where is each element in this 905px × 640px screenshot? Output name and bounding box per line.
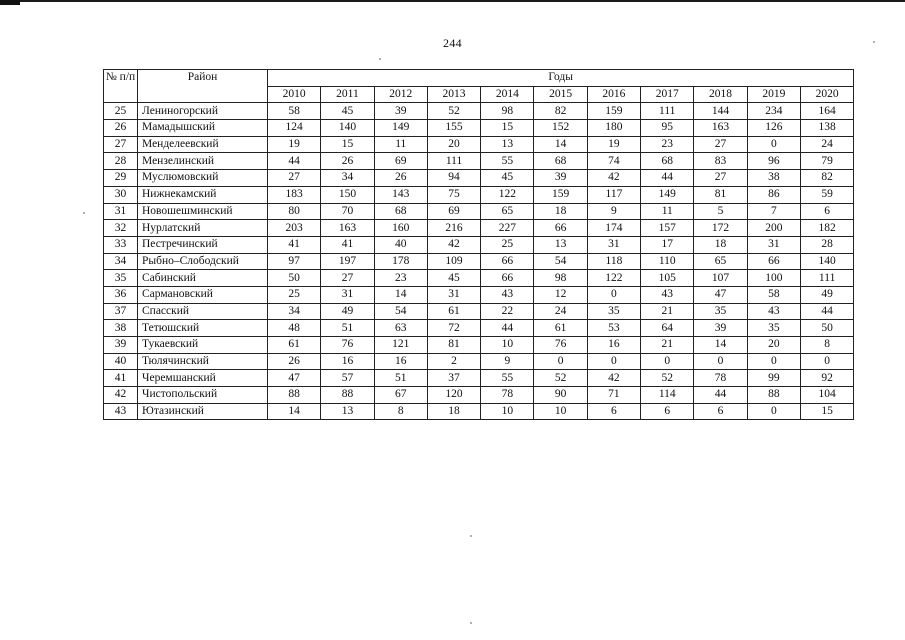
- header-district: Район: [138, 70, 268, 103]
- value-cell: 24: [534, 303, 587, 320]
- value-cell: 159: [587, 103, 640, 120]
- value-cell: 50: [268, 270, 321, 287]
- value-cell: 44: [481, 320, 534, 337]
- value-cell: 17: [641, 236, 694, 253]
- value-cell: 31: [321, 286, 374, 303]
- value-cell: 0: [587, 353, 640, 370]
- row-number: 33: [104, 236, 138, 253]
- value-cell: 0: [747, 353, 800, 370]
- value-cell: 67: [374, 387, 427, 404]
- value-cell: 16: [587, 337, 640, 354]
- table-row: [104, 337, 854, 354]
- header-year: 2010: [268, 86, 321, 103]
- value-cell: 88: [321, 387, 374, 404]
- value-cell: 78: [481, 387, 534, 404]
- value-cell: 79: [800, 153, 853, 170]
- header-year: 2014: [481, 86, 534, 103]
- value-cell: 15: [800, 403, 853, 420]
- value-cell: 43: [747, 303, 800, 320]
- value-cell: 86: [747, 186, 800, 203]
- value-cell: 49: [800, 286, 853, 303]
- value-cell: 69: [427, 203, 480, 220]
- value-cell: 14: [694, 337, 747, 354]
- value-cell: 216: [427, 220, 480, 237]
- value-cell: 27: [268, 170, 321, 187]
- value-cell: 81: [694, 186, 747, 203]
- row-number: 32: [104, 220, 138, 237]
- district-name: Сабинский: [138, 270, 268, 287]
- value-cell: 28: [800, 236, 853, 253]
- value-cell: 99: [747, 370, 800, 387]
- row-number: 43: [104, 403, 138, 420]
- header-year: 2011: [321, 86, 374, 103]
- scan-speck: [470, 622, 472, 624]
- value-cell: 45: [481, 170, 534, 187]
- value-cell: 121: [374, 337, 427, 354]
- district-name: Менделеевский: [138, 136, 268, 153]
- value-cell: 14: [374, 286, 427, 303]
- value-cell: 159: [534, 186, 587, 203]
- value-cell: 68: [641, 153, 694, 170]
- value-cell: 42: [427, 236, 480, 253]
- value-cell: 6: [694, 403, 747, 420]
- table-row: [104, 320, 854, 337]
- value-cell: 126: [747, 120, 800, 137]
- value-cell: 75: [427, 186, 480, 203]
- value-cell: 160: [374, 220, 427, 237]
- value-cell: 144: [694, 103, 747, 120]
- value-cell: 68: [374, 203, 427, 220]
- value-cell: 26: [374, 170, 427, 187]
- value-cell: 26: [268, 353, 321, 370]
- value-cell: 82: [534, 103, 587, 120]
- table-row: [104, 153, 854, 170]
- value-cell: 49: [321, 303, 374, 320]
- value-cell: 45: [427, 270, 480, 287]
- value-cell: 12: [534, 286, 587, 303]
- value-cell: 20: [747, 337, 800, 354]
- table-row: [104, 220, 854, 237]
- value-cell: 117: [587, 186, 640, 203]
- value-cell: 0: [747, 403, 800, 420]
- value-cell: 15: [321, 136, 374, 153]
- value-cell: 5: [694, 203, 747, 220]
- value-cell: 10: [481, 403, 534, 420]
- value-cell: 61: [268, 337, 321, 354]
- value-cell: 22: [481, 303, 534, 320]
- value-cell: 98: [481, 103, 534, 120]
- table-row: [104, 403, 854, 420]
- row-number: 34: [104, 253, 138, 270]
- scan-corner-mark: [0, 0, 20, 5]
- header-year: 2019: [747, 86, 800, 103]
- value-cell: 15: [481, 120, 534, 137]
- value-cell: 47: [268, 370, 321, 387]
- district-name: Муслюмовский: [138, 170, 268, 187]
- value-cell: 140: [321, 120, 374, 137]
- value-cell: 203: [268, 220, 321, 237]
- value-cell: 54: [374, 303, 427, 320]
- row-number: 35: [104, 270, 138, 287]
- district-name: Мензелинский: [138, 153, 268, 170]
- value-cell: 34: [268, 303, 321, 320]
- table-row: [104, 253, 854, 270]
- value-cell: 59: [800, 186, 853, 203]
- value-cell: 16: [321, 353, 374, 370]
- value-cell: 82: [800, 170, 853, 187]
- value-cell: 11: [641, 203, 694, 220]
- value-cell: 43: [481, 286, 534, 303]
- table-row: [104, 286, 854, 303]
- value-cell: 39: [694, 320, 747, 337]
- value-cell: 66: [481, 270, 534, 287]
- value-cell: 18: [427, 403, 480, 420]
- value-cell: 110: [641, 253, 694, 270]
- value-cell: 107: [694, 270, 747, 287]
- scan-speck: [470, 535, 472, 537]
- value-cell: 83: [694, 153, 747, 170]
- value-cell: 111: [641, 103, 694, 120]
- page-number: 244: [443, 36, 462, 50]
- value-cell: 53: [587, 320, 640, 337]
- value-cell: 100: [747, 270, 800, 287]
- value-cell: 18: [534, 203, 587, 220]
- row-number: 36: [104, 286, 138, 303]
- header-year: 2017: [641, 86, 694, 103]
- value-cell: 35: [747, 320, 800, 337]
- value-cell: 45: [321, 103, 374, 120]
- value-cell: 65: [481, 203, 534, 220]
- value-cell: 20: [427, 136, 480, 153]
- value-cell: 182: [800, 220, 853, 237]
- value-cell: 0: [747, 136, 800, 153]
- row-number: 25: [104, 103, 138, 120]
- value-cell: 31: [587, 236, 640, 253]
- value-cell: 14: [534, 136, 587, 153]
- value-cell: 178: [374, 253, 427, 270]
- value-cell: 118: [587, 253, 640, 270]
- value-cell: 57: [321, 370, 374, 387]
- value-cell: 21: [641, 337, 694, 354]
- table-row: [104, 136, 854, 153]
- value-cell: 35: [694, 303, 747, 320]
- table-row: [104, 303, 854, 320]
- district-yearly-table: [103, 69, 854, 420]
- value-cell: 25: [481, 236, 534, 253]
- value-cell: 8: [374, 403, 427, 420]
- row-number: 30: [104, 186, 138, 203]
- value-cell: 54: [534, 253, 587, 270]
- value-cell: 38: [747, 170, 800, 187]
- value-cell: 55: [481, 153, 534, 170]
- value-cell: 149: [374, 120, 427, 137]
- value-cell: 234: [747, 103, 800, 120]
- value-cell: 174: [587, 220, 640, 237]
- value-cell: 143: [374, 186, 427, 203]
- value-cell: 9: [587, 203, 640, 220]
- value-cell: 14: [268, 403, 321, 420]
- value-cell: 51: [374, 370, 427, 387]
- header-year: 2020: [800, 86, 853, 103]
- district-name: Черемшанский: [138, 370, 268, 387]
- value-cell: 41: [321, 236, 374, 253]
- value-cell: 6: [587, 403, 640, 420]
- district-name: Мамадышский: [138, 120, 268, 137]
- row-number: 38: [104, 320, 138, 337]
- scan-speck: [379, 58, 381, 60]
- district-name: Ютазинский: [138, 403, 268, 420]
- value-cell: 55: [481, 370, 534, 387]
- value-cell: 90: [534, 387, 587, 404]
- value-cell: 76: [321, 337, 374, 354]
- value-cell: 97: [268, 253, 321, 270]
- row-number: 42: [104, 387, 138, 404]
- value-cell: 76: [534, 337, 587, 354]
- header-num: № п/п: [104, 70, 138, 103]
- row-number: 40: [104, 353, 138, 370]
- district-name: Спасский: [138, 303, 268, 320]
- value-cell: 183: [268, 186, 321, 203]
- value-cell: 140: [800, 253, 853, 270]
- value-cell: 31: [427, 286, 480, 303]
- value-cell: 197: [321, 253, 374, 270]
- value-cell: 68: [534, 153, 587, 170]
- value-cell: 164: [800, 103, 853, 120]
- value-cell: 18: [694, 236, 747, 253]
- value-cell: 43: [641, 286, 694, 303]
- value-cell: 155: [427, 120, 480, 137]
- district-name: Лениногорский: [138, 103, 268, 120]
- district-name: Тетюшский: [138, 320, 268, 337]
- scan-speck: [83, 212, 85, 214]
- value-cell: 44: [800, 303, 853, 320]
- value-cell: 0: [641, 353, 694, 370]
- value-cell: 92: [800, 370, 853, 387]
- value-cell: 26: [321, 153, 374, 170]
- row-number: 41: [104, 370, 138, 387]
- header-year: 2016: [587, 86, 640, 103]
- value-cell: 138: [800, 120, 853, 137]
- district-name: Сармановский: [138, 286, 268, 303]
- value-cell: 42: [587, 370, 640, 387]
- value-cell: 122: [481, 186, 534, 203]
- table-row: [104, 236, 854, 253]
- value-cell: 41: [268, 236, 321, 253]
- row-number: 39: [104, 337, 138, 354]
- value-cell: 66: [534, 220, 587, 237]
- value-cell: 94: [427, 170, 480, 187]
- district-name: Пестречинский: [138, 236, 268, 253]
- value-cell: 13: [481, 136, 534, 153]
- value-cell: 109: [427, 253, 480, 270]
- value-cell: 25: [268, 286, 321, 303]
- value-cell: 19: [268, 136, 321, 153]
- value-cell: 21: [641, 303, 694, 320]
- table-row: [104, 203, 854, 220]
- value-cell: 172: [694, 220, 747, 237]
- value-cell: 51: [321, 320, 374, 337]
- value-cell: 6: [641, 403, 694, 420]
- value-cell: 63: [374, 320, 427, 337]
- value-cell: 65: [694, 253, 747, 270]
- value-cell: 78: [694, 370, 747, 387]
- value-cell: 95: [641, 120, 694, 137]
- table-row: [104, 186, 854, 203]
- value-cell: 24: [800, 136, 853, 153]
- table-row: [104, 370, 854, 387]
- value-cell: 10: [534, 403, 587, 420]
- scan-top-border: [0, 0, 905, 2]
- value-cell: 66: [747, 253, 800, 270]
- value-cell: 34: [321, 170, 374, 187]
- value-cell: 58: [747, 286, 800, 303]
- value-cell: 11: [374, 136, 427, 153]
- value-cell: 74: [587, 153, 640, 170]
- value-cell: 50: [800, 320, 853, 337]
- value-cell: 149: [641, 186, 694, 203]
- value-cell: 114: [641, 387, 694, 404]
- value-cell: 88: [747, 387, 800, 404]
- district-name: Нижнекамский: [138, 186, 268, 203]
- value-cell: 122: [587, 270, 640, 287]
- value-cell: 39: [534, 170, 587, 187]
- table-row: [104, 387, 854, 404]
- table-body: [104, 103, 854, 420]
- row-number: 29: [104, 170, 138, 187]
- value-cell: 23: [374, 270, 427, 287]
- value-cell: 40: [374, 236, 427, 253]
- value-cell: 80: [268, 203, 321, 220]
- district-name: Чистопольский: [138, 387, 268, 404]
- value-cell: 157: [641, 220, 694, 237]
- value-cell: 0: [694, 353, 747, 370]
- value-cell: 96: [747, 153, 800, 170]
- value-cell: 31: [747, 236, 800, 253]
- header-year: 2013: [427, 86, 480, 103]
- value-cell: 8: [800, 337, 853, 354]
- district-name: Тюлячинский: [138, 353, 268, 370]
- value-cell: 27: [694, 170, 747, 187]
- district-name: Тукаевский: [138, 337, 268, 354]
- header-year: 2012: [374, 86, 427, 103]
- value-cell: 104: [800, 387, 853, 404]
- district-name: Новошешминский: [138, 203, 268, 220]
- row-number: 28: [104, 153, 138, 170]
- value-cell: 13: [321, 403, 374, 420]
- value-cell: 200: [747, 220, 800, 237]
- value-cell: 42: [587, 170, 640, 187]
- value-cell: 23: [641, 136, 694, 153]
- value-cell: 58: [268, 103, 321, 120]
- row-number: 31: [104, 203, 138, 220]
- value-cell: 61: [427, 303, 480, 320]
- value-cell: 61: [534, 320, 587, 337]
- district-name: Рыбно–Слободский: [138, 253, 268, 270]
- value-cell: 152: [534, 120, 587, 137]
- value-cell: 7: [747, 203, 800, 220]
- value-cell: 6: [800, 203, 853, 220]
- value-cell: 180: [587, 120, 640, 137]
- value-cell: 9: [481, 353, 534, 370]
- value-cell: 66: [481, 253, 534, 270]
- value-cell: 163: [321, 220, 374, 237]
- row-number: 37: [104, 303, 138, 320]
- header-year: 2015: [534, 86, 587, 103]
- value-cell: 0: [800, 353, 853, 370]
- value-cell: 0: [587, 286, 640, 303]
- value-cell: 48: [268, 320, 321, 337]
- value-cell: 52: [534, 370, 587, 387]
- value-cell: 124: [268, 120, 321, 137]
- value-cell: 44: [641, 170, 694, 187]
- header-years-group: Годы: [268, 70, 854, 87]
- value-cell: 10: [481, 337, 534, 354]
- value-cell: 72: [427, 320, 480, 337]
- table-row: [104, 103, 854, 120]
- value-cell: 2: [427, 353, 480, 370]
- row-number: 27: [104, 136, 138, 153]
- value-cell: 81: [427, 337, 480, 354]
- value-cell: 44: [694, 387, 747, 404]
- value-cell: 13: [534, 236, 587, 253]
- value-cell: 44: [268, 153, 321, 170]
- value-cell: 37: [427, 370, 480, 387]
- value-cell: 150: [321, 186, 374, 203]
- value-cell: 35: [587, 303, 640, 320]
- table-row: [104, 120, 854, 137]
- value-cell: 105: [641, 270, 694, 287]
- value-cell: 27: [321, 270, 374, 287]
- value-cell: 98: [534, 270, 587, 287]
- district-name: Нурлатский: [138, 220, 268, 237]
- table-row: [104, 270, 854, 287]
- value-cell: 69: [374, 153, 427, 170]
- table-row: [104, 170, 854, 187]
- scan-speck: [873, 41, 875, 43]
- value-cell: 227: [481, 220, 534, 237]
- value-cell: 111: [427, 153, 480, 170]
- value-cell: 71: [587, 387, 640, 404]
- value-cell: 88: [268, 387, 321, 404]
- value-cell: 19: [587, 136, 640, 153]
- value-cell: 27: [694, 136, 747, 153]
- value-cell: 52: [641, 370, 694, 387]
- value-cell: 64: [641, 320, 694, 337]
- value-cell: 111: [800, 270, 853, 287]
- value-cell: 0: [534, 353, 587, 370]
- value-cell: 52: [427, 103, 480, 120]
- value-cell: 39: [374, 103, 427, 120]
- value-cell: 70: [321, 203, 374, 220]
- value-cell: 163: [694, 120, 747, 137]
- row-number: 26: [104, 120, 138, 137]
- header-year: 2018: [694, 86, 747, 103]
- table-row: [104, 353, 854, 370]
- value-cell: 47: [694, 286, 747, 303]
- table-header: [104, 70, 854, 103]
- value-cell: 120: [427, 387, 480, 404]
- value-cell: 16: [374, 353, 427, 370]
